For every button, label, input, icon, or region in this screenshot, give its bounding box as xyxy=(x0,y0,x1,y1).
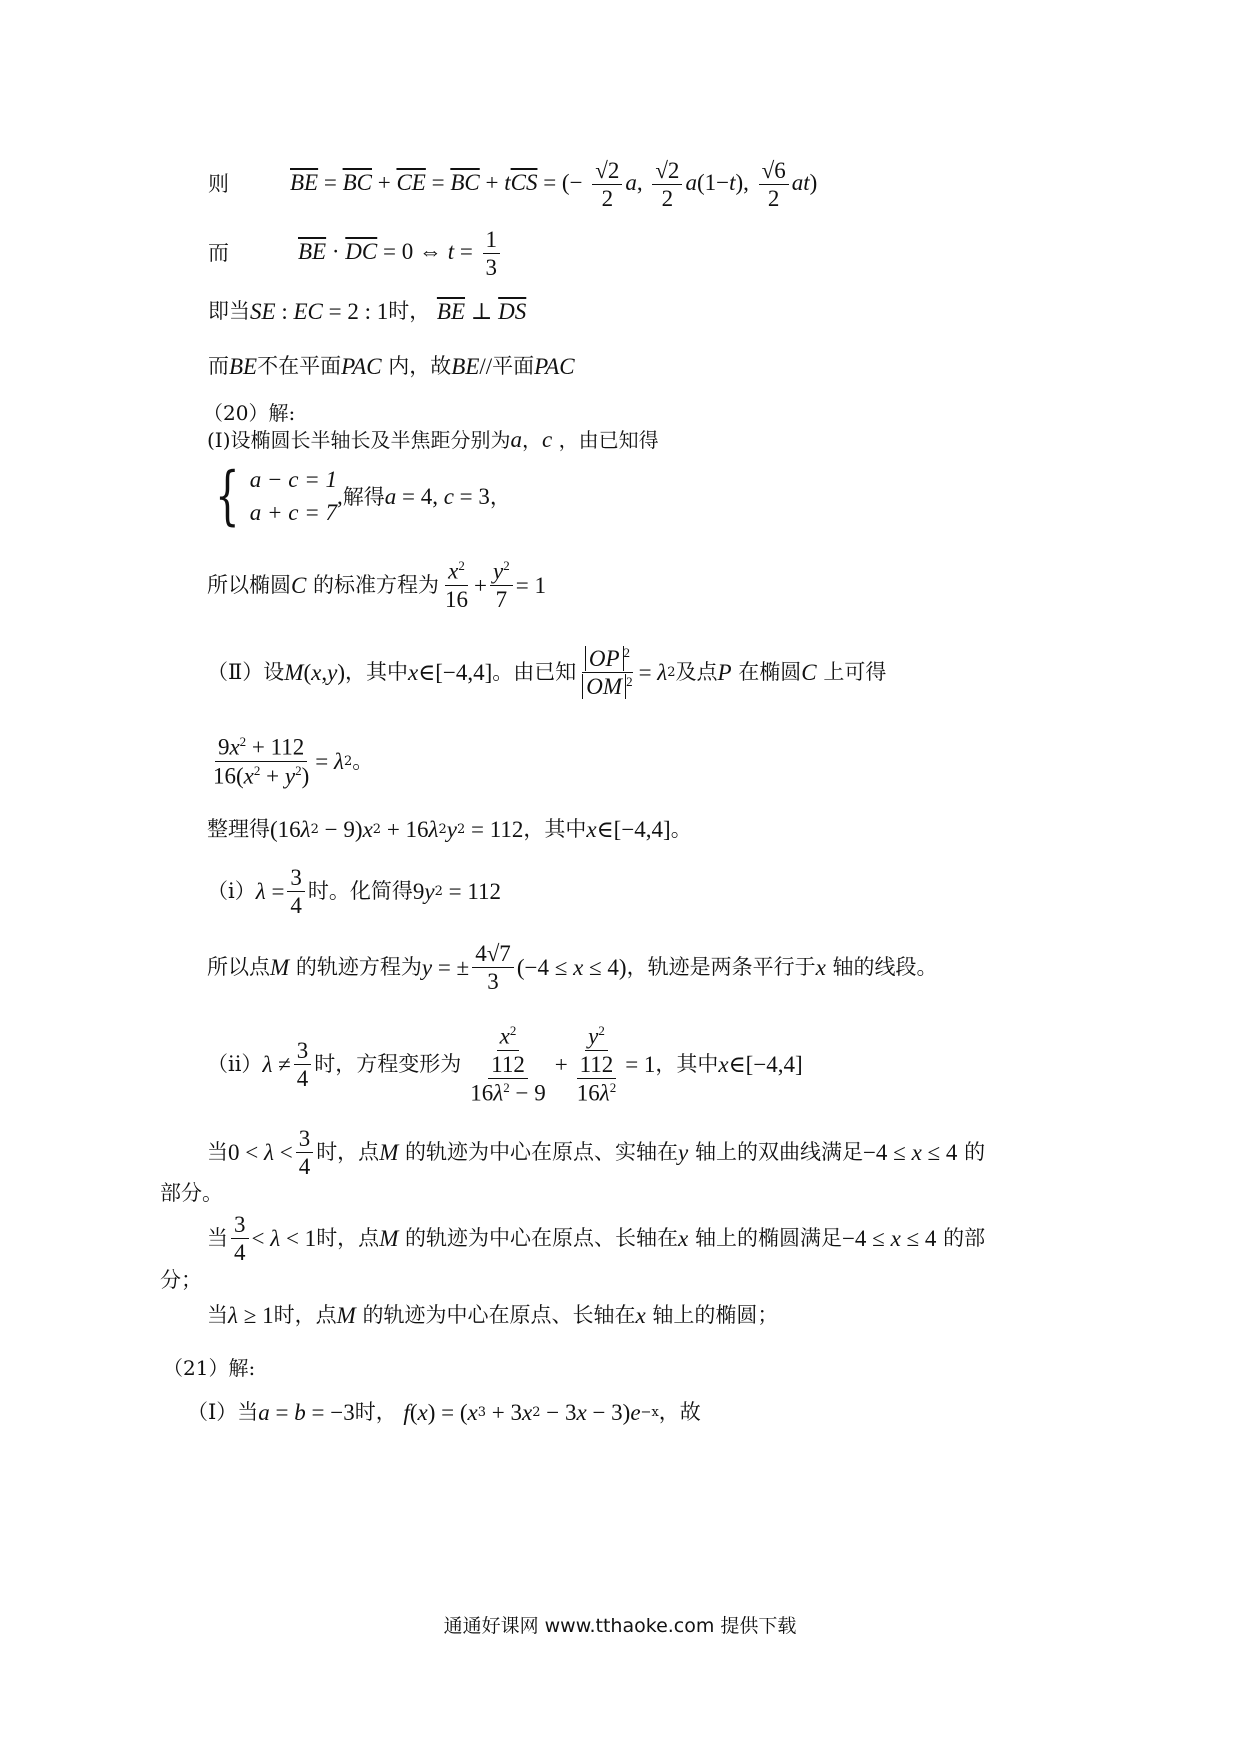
q20-case-i-locus: 所以点 M 的轨迹方程为 y = ± $\frac{4√7}{3}$ (−4 ≤ x ≤ 4) ，轨迹是两条平行于 x 轴的线段。 xyxy=(207,940,938,994)
derivation-line-4: 而 BE 不在平面 PAC 内，故 BE // 平面 PAC xyxy=(208,354,575,379)
q20-case-i: （i） λ = $\frac{3}{4}$ 时。化简得 9 y 2 = 112 xyxy=(207,864,502,918)
q20-case-hyperbola-cont: 部分。 xyxy=(160,1181,223,1205)
q20-case-hyperbola: 当 0 < λ < $\frac{3}{4}$ 时，点 M 的轨迹为中心在原点、实轴在 y 轴上的双曲线满足 −4 ≤ x ≤ 4 的 xyxy=(207,1125,986,1179)
q20-equation-lambda: $\frac{9x^2 + 112}{16(x^2 + y^2)}$ = λ 2 。 xyxy=(213,733,374,789)
q20-part1-intro: (Ⅰ)设椭圆长半轴长及半焦距分别为 a ， c ，由已知得 xyxy=(207,427,659,452)
q20-part2-intro: （Ⅱ）设 M ( x , y ) ，其中 x ∈[−4,4] 。由已知 $\frac{OP ^2}{OM ^2}$ = λ 2 及点 P 在椭圆 C 上可得 xyxy=(207,644,887,700)
question-20-heading: （20）解: xyxy=(203,401,296,425)
derivation-line-2 xyxy=(208,226,503,280)
q20-rearranged-equation: 整理得 (16 λ 2 − 9) x 2 + 16 λ 2 y 2 = 112 ，其中 x ∈[−4,4] 。 xyxy=(207,817,692,842)
q20-case-ii: （ii） λ ≠ $\frac{3}{4}$ 时，方程变形为 $\frac{x^2}{\frac{112}{16\lambda^2 - 9}}$ + $\frac{y^2}{\frac{112}{16\lambda^2}}$ = 1 ，其中 x ∈[−4,4] xyxy=(207,1022,803,1106)
system-equation-2: a + c = 7 xyxy=(249,500,337,525)
line-label: 而 xyxy=(208,240,229,265)
q20-equation-system: { a − c = 1 a + c = 7 ,解得a = 4, c = 3， xyxy=(207,464,511,528)
q20-standard-equation: 所以椭圆 C 的标准方程为 $\frac{x^2}{16}$ + $\frac{y^2}{7}$ = 1 xyxy=(207,558,546,612)
q20-case-ellipse: 当 λ ≥ 1 时，点 M 的轨迹为中心在原点、长轴在 x 轴上的椭圆； xyxy=(207,1303,779,1328)
derivation-line-1 xyxy=(208,156,817,212)
page-footer: 通通好课网 www.tthaoke.com 提供下载 xyxy=(443,1615,797,1637)
derivation-line-3: 即当 SE : EC = 2 : 1 时， $\overline{BE}$ ⊥ $\overline{DS}$ xyxy=(208,299,527,324)
left-brace-icon: { xyxy=(215,459,240,533)
question-21-heading: （21）解: xyxy=(163,1356,256,1380)
q20-case-ellipse-partial: 当 $\frac{3}{4}$ < λ < 1 时，点 M 的轨迹为中心在原点、长轴在 x 轴上的椭圆满足 −4 ≤ x ≤ 4 的部 xyxy=(207,1211,986,1265)
dot-product-expression: $\overline{BE} \cdot \overline{DC} = 0$ ⇔ t = $\frac{1}{3}$ xyxy=(298,228,503,279)
system-equation-1: a − c = 1 xyxy=(249,467,337,492)
q20-case-ellipse-partial-cont: 分； xyxy=(160,1268,202,1292)
vector-expression: $\overline{BE} = \overline{BC} + \overline{CE} = \overline{BC} + t\overline{CS}$ = (− $\frac{√2}{2}$ a, $\frac{√2}{2}$ a(1−t), $\frac{√6}{2}$ at) xyxy=(290,157,818,211)
q21-part1-intro: （Ⅰ）当 a = b = −3 时， f ( x ) = ( x 3 + 3 x 2 − 3 x − 3) e −x ，故 xyxy=(187,1400,701,1425)
line-label: 则 xyxy=(208,171,229,196)
